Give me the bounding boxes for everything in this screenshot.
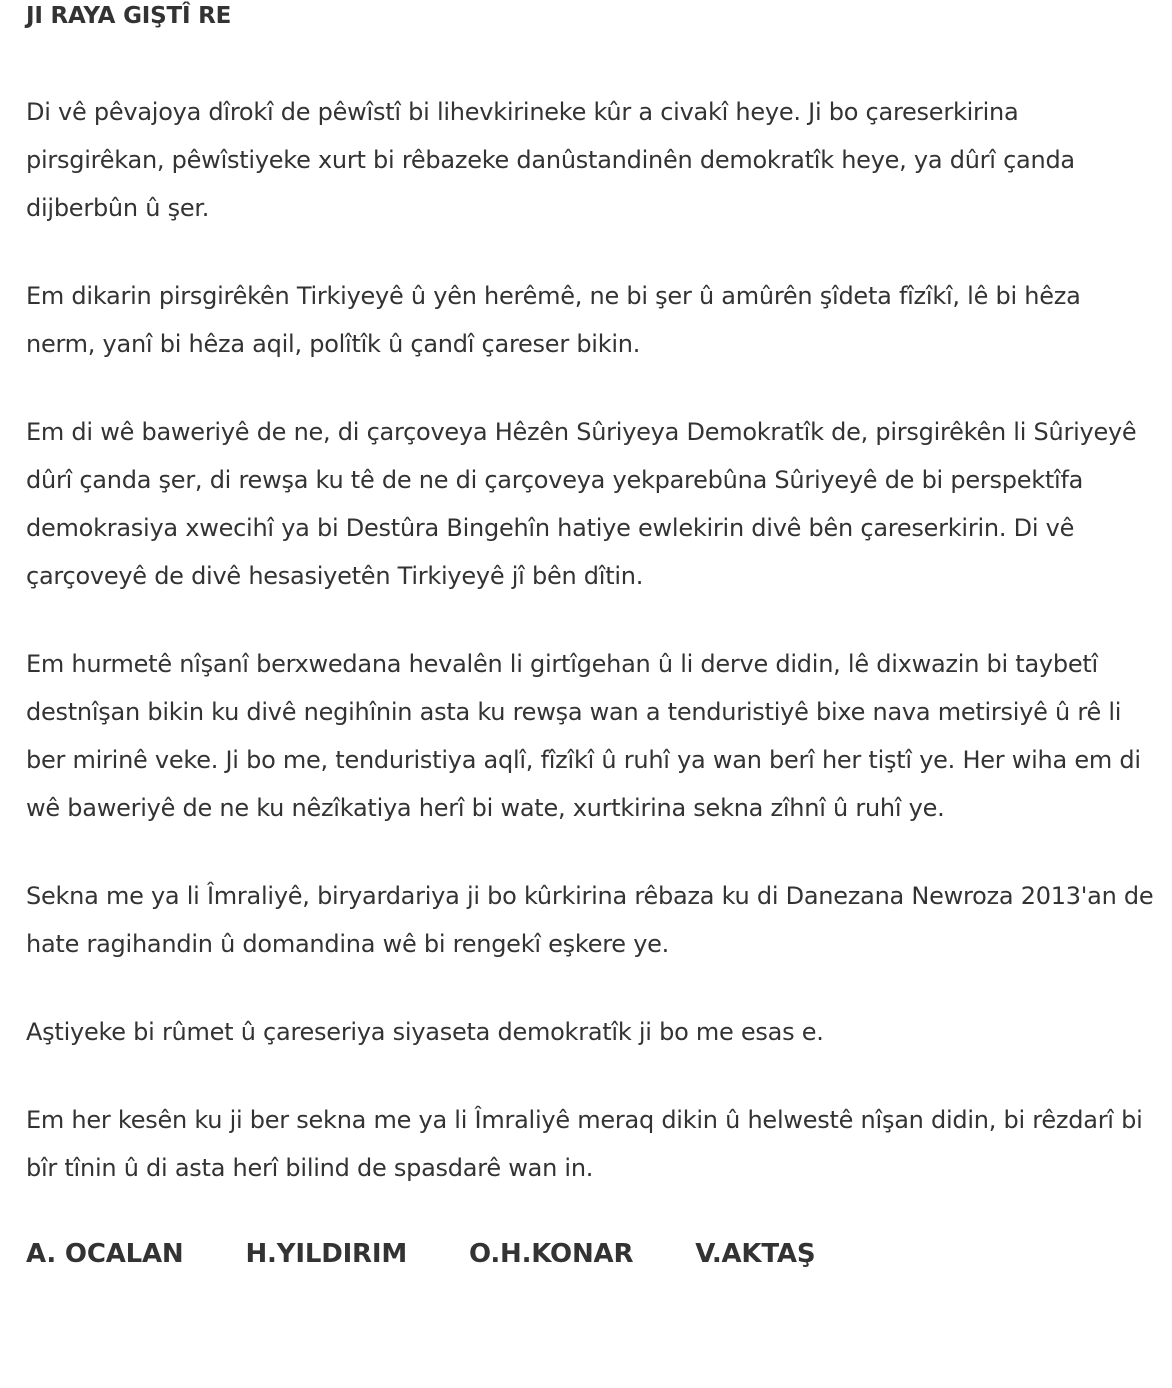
signature-list bbox=[26, 1234, 1156, 1274]
signature-ocalan: A. OCALAN bbox=[26, 1239, 184, 1269]
article-paragraph: Em her kesên ku ji ber sekna me ya li Îmraliyê meraq dikin û helwestê nîşan didin, bi rêzdarî bi bîr tînin û di asta herî bilind de spasdarê wan in. bbox=[26, 1106, 1143, 1182]
article-paragraph: Di vê pêvajoya dîrokî de pêwîstî bi lihevkirineke kûr a civakî heye. Ji bo çareserkirina pirsgirêkan, pêwîstiyeke xurt bi rêbazeke danûstandinên demokratîk heye, ya dûrî çanda dijberbûn û şer. bbox=[26, 98, 1075, 222]
article-heading: JI RAYA GIŞTÎ RE bbox=[26, 3, 232, 29]
article-paragraph: Em hurmetê nîşanî berxwedana hevalên li girtîgehan û li derve didin, lê dixwazin bi taybetî destnîşan bikin ku divê negihînin asta ku rewşa wan a tenduristiyê bixe nava metirsiyê û rê li ber mirinê veke. Ji bo me, tenduristiya aqlî, fîzîkî û ruhî ya wan berî her tiştî ye. Her wiha em di wê baweriyê de ne ku nêzîkatiya herî bi wate, xurtkirina sekna zîhnî û ruhî ye. bbox=[26, 650, 1141, 822]
article-paragraph: Em dikarin pirsgirêkên Tirkiyeyê û yên herêmê, ne bi şer û amûrên şîdeta fîzîkî, lê bi hêza nerm, yanî bi hêza aqil, polîtîk û çandî çareser bikin. bbox=[26, 282, 1081, 358]
article-paragraph: Sekna me ya li Îmraliyê, biryardariya ji bo kûrkirina rêbaza ku di Danezana Newroza 2013'an de hate ragihandin û domandina wê bi rengekî eşkere ye. bbox=[26, 882, 1154, 958]
article-paragraph: Aştiyeke bi rûmet û çareseriya siyaseta demokratîk ji bo me esas e. bbox=[26, 1018, 824, 1046]
signature-aktas: V.AKTAŞ bbox=[695, 1239, 816, 1269]
signature-yildirim: H.YILDIRIM bbox=[245, 1239, 408, 1269]
signature-konar: O.H.KONAR bbox=[469, 1239, 634, 1269]
article-paragraph: Em di wê baweriyê de ne, di çarçoveya Hêzên Sûriyeya Demokratîk de, pirsgirêkên li Sûriyeyê dûrî çanda şer, di rewşa ku tê de ne di çarçoveya yekparebûna Sûriyeyê de bi perspektîfa demokrasiya xwecihî ya bi Destûra Bingehîn hatiye ewlekirin divê bên çareserkirin. Di vê çarçoveyê de divê hesasiyetên Tirkiyeyê jî bên dîtin. bbox=[26, 418, 1137, 590]
article bbox=[26, 0, 1156, 1274]
